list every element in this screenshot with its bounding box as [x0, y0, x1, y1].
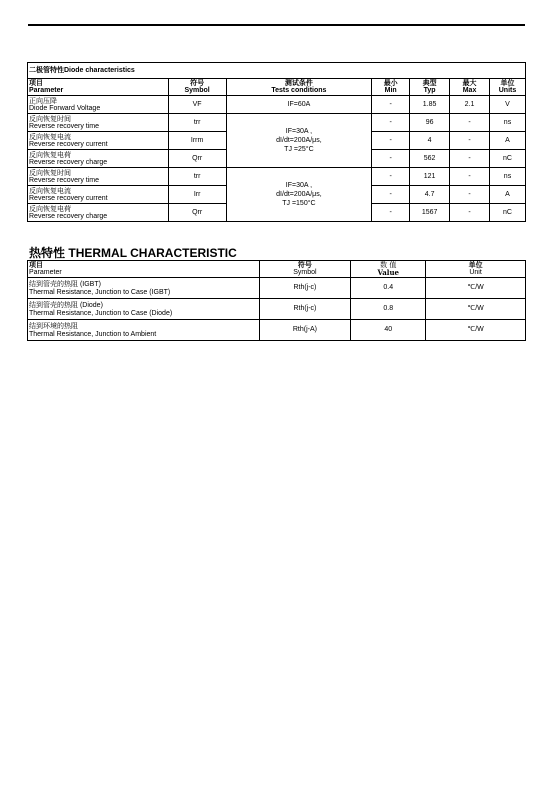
- unit-cell: nC: [490, 150, 526, 168]
- header-symbol: 符号 Symbol: [168, 79, 226, 96]
- typ-cell: 562: [410, 150, 450, 168]
- max-cell: -: [450, 204, 490, 222]
- table-row: [28, 320, 526, 341]
- typ-cell: 4: [410, 132, 450, 150]
- value-cell: 0.4: [351, 278, 426, 299]
- header-units: 单位 Units: [490, 79, 526, 96]
- value-cell: 40: [351, 320, 426, 341]
- max-cell: -: [450, 168, 490, 186]
- max-cell: -: [450, 132, 490, 150]
- param-cell: 反向恢复时间 Reverse recovery time: [28, 114, 169, 132]
- param-cell: 反向恢复电荷 Reverse recovery charge: [28, 204, 169, 222]
- thermal-header-row: [28, 261, 526, 278]
- symbol-cell: Rth(j-A): [259, 320, 351, 341]
- symbol-cell: Irrm: [168, 132, 226, 150]
- symbol-cell: Rth(j-c): [259, 278, 351, 299]
- param-cell: 结到管壳的热阻 (Diode) Thermal Resistance, Junction to Case (Diode): [28, 299, 260, 320]
- min-cell: -: [372, 204, 410, 222]
- condition-cell: IF=30A , dI/dt=200A/μs, TJ =25°C: [226, 114, 372, 168]
- header-unit: 单位 Unit: [426, 261, 526, 278]
- unit-cell: A: [490, 186, 526, 204]
- value-cell: 0.8: [351, 299, 426, 320]
- thermal-characteristics-table: [27, 260, 526, 341]
- table-row: [28, 114, 526, 132]
- typ-cell: 1567: [410, 204, 450, 222]
- param-cell: 反向恢复电荷 Reverse recovery charge: [28, 150, 169, 168]
- header-max: 最大 Max: [450, 79, 490, 96]
- header-value: 数 值 Value: [351, 261, 426, 278]
- param-cell: 反向恢复电流 Reverse recovery current: [28, 132, 169, 150]
- param-cell: 反向恢复时间 Reverse recovery time: [28, 168, 169, 186]
- typ-cell: 121: [410, 168, 450, 186]
- symbol-cell: trr: [168, 168, 226, 186]
- symbol-cell: trr: [168, 114, 226, 132]
- max-cell: -: [450, 114, 490, 132]
- table-row: [28, 168, 526, 186]
- top-rule: [28, 24, 525, 26]
- param-cell: 反向恢复电流 Reverse recovery current: [28, 186, 169, 204]
- symbol-cell: Irr: [168, 186, 226, 204]
- min-cell: -: [372, 132, 410, 150]
- min-cell: -: [372, 150, 410, 168]
- max-cell: 2.1: [450, 96, 490, 114]
- table-row: [28, 299, 526, 320]
- min-cell: -: [372, 168, 410, 186]
- symbol-cell: Qrr: [168, 204, 226, 222]
- min-cell: -: [372, 186, 410, 204]
- header-conditions: 测试条件 Tests conditions: [226, 79, 372, 96]
- max-cell: -: [450, 150, 490, 168]
- table-row: [28, 278, 526, 299]
- typ-cell: 96: [410, 114, 450, 132]
- symbol-cell: VF: [168, 96, 226, 114]
- min-cell: -: [372, 114, 410, 132]
- typ-cell: 1.85: [410, 96, 450, 114]
- thermal-section-heading: 热特性 THERMAL CHARACTERISTIC: [29, 246, 237, 260]
- max-cell: -: [450, 186, 490, 204]
- unit-cell: A: [490, 132, 526, 150]
- unit-cell: ns: [490, 114, 526, 132]
- symbol-cell: Rth(j-c): [259, 299, 351, 320]
- diode-characteristics-table: [27, 62, 526, 222]
- unit-cell: ℃/W: [426, 278, 526, 299]
- header-typ: 典型 Typ: [410, 79, 450, 96]
- header-symbol: 符号 Symbol: [259, 261, 351, 278]
- param-cell: 结到环境的热阻 Thermal Resistance, Junction to Ambient: [28, 320, 260, 341]
- min-cell: -: [372, 96, 410, 114]
- unit-cell: V: [490, 96, 526, 114]
- header-min: 最小 Min: [372, 79, 410, 96]
- condition-cell: IF=30A , dI/dt=200A/μs, TJ =150°C: [226, 168, 372, 222]
- param-cell: 结到管壳的热阻 (IGBT) Thermal Resistance, Junction to Case (IGBT): [28, 278, 260, 299]
- unit-cell: ℃/W: [426, 320, 526, 341]
- diode-table-title: 二极管特性Diode characteristics: [28, 63, 526, 79]
- condition-cell: IF=60A: [226, 96, 372, 114]
- unit-cell: nC: [490, 204, 526, 222]
- header-parameter: 项目 Parameter: [28, 261, 260, 278]
- param-cell: 正向压降 Diode Forward Voltage: [28, 96, 169, 114]
- symbol-cell: Qrr: [168, 150, 226, 168]
- unit-cell: ns: [490, 168, 526, 186]
- diode-header-row: [28, 79, 526, 96]
- header-parameter: 项目 Parameter: [28, 79, 169, 96]
- typ-cell: 4.7: [410, 186, 450, 204]
- table-row: [28, 96, 526, 114]
- unit-cell: ℃/W: [426, 299, 526, 320]
